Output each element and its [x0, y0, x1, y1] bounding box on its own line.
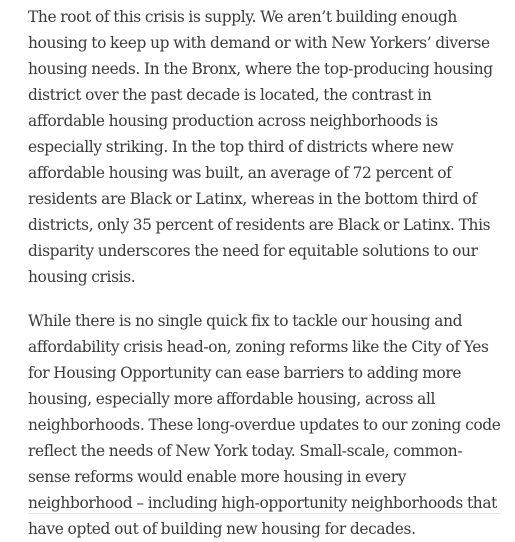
divider: [28, 513, 501, 514]
article-paragraph-2: While there is no single quick fix to tackle our housing and affordability crisis head-on, zoning reforms like the City of Yes for Housing Opportunity can ease barriers to adding more housing, especially more affordable housing, across all neighborhoods. These long-overdue updates to our zoning code reflect the needs of New York today. Small-scale, common-sense reforms would enable more housing in every neighborhood – including high-opportunity neighborhoods that have opted out of building new housing for decades.: [28, 312, 501, 538]
article-paragraph-1: The root of this crisis is supply. We aren’t building enough housing to keep up with demand or with New Yorkers’ diverse housing needs. In the Bronx, where the top-producing housing district over the past decade is located, the contrast in affordable housing production across neighborhoods is especially striking. In the top third of districts where new affordable housing was built, an average of 72 percent of residents are Black or Latinx, whereas in the bottom third of districts, only 35 percent of residents are Black or Latinx. This disparity underscores the need for equitable solutions to our housing crisis.: [28, 8, 493, 286]
